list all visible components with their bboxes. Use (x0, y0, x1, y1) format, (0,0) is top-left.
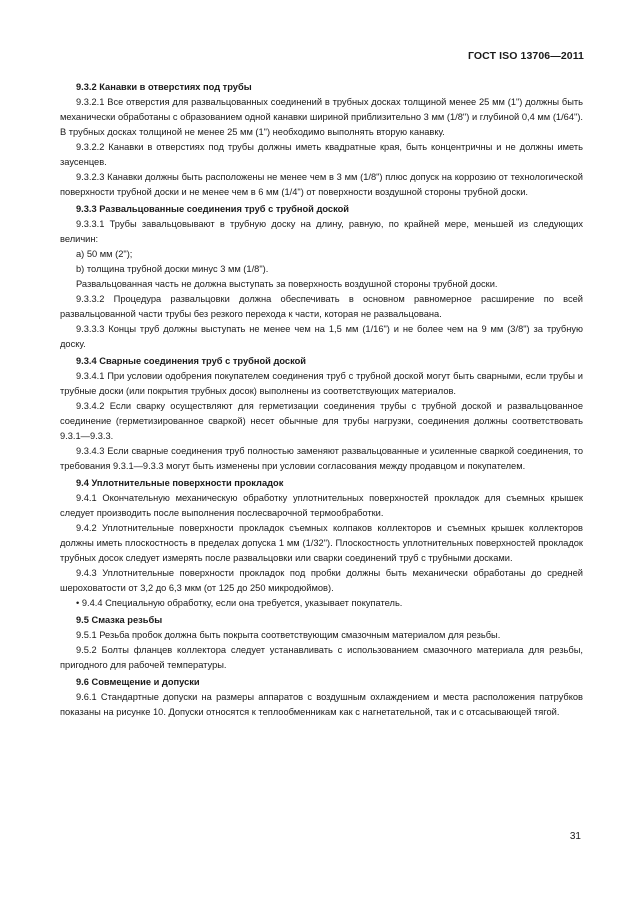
paragraph: 9.3.4.2 Если сварку осуществляют для герметизации соединения трубы с трубной доской и развальцованное соединение (герметизированное сваркой) несет обычные для трубы нагрузки, соединения должны соответствовать 9.3.1—9.3.3. (60, 401, 583, 441)
section-heading: 9.3.2 Канавки в отверстиях под трубы (76, 82, 252, 92)
paragraph: 9.6.1 Стандартные допуски на размеры аппаратов с воздушным охлаждением и места расположения патрубков показаны на рисунке 10. Допуски относятся к теплообменникам как с нагнетательной, так и с отсасывающей тягой. (60, 692, 583, 717)
paragraph: Развальцованная часть не должна выступать за поверхность воздушной стороны трубной доски. (76, 279, 498, 289)
list-item: b) толщина трубной доски минус 3 мм (1/8"). (76, 264, 269, 274)
paragraph: 9.5.2 Болты фланцев коллектора следует устанавливать с использованием смазочного материала для резьбы, пригодного для рабочей температуры. (60, 645, 583, 670)
section-heading: 9.5 Смазка резьбы (76, 615, 163, 625)
document-header: ГОСТ ISO 13706—2011 (467, 50, 584, 62)
section-heading: 9.6 Совмещение и допуски (76, 677, 200, 687)
section-heading: 9.4 Уплотнительные поверхности прокладок (76, 478, 284, 488)
paragraph: 9.3.3.3 Концы труб должны выступать не менее чем на 1,5 мм (1/16") и не более чем на 9 мм (3/8") за трубную доску. (60, 324, 583, 349)
paragraph: 9.3.4.3 Если сварные соединения труб полностью заменяют развальцованные и усиленные сваркой соединения, то требования 9.3.1—9.3.3 могут быть изменены при условии согласования между продавцом и покупателем. (60, 446, 583, 471)
paragraph: 9.4.1 Окончательную механическую обработку уплотнительных поверхностей прокладок для съемных крышек следует производить после выполнения послесварочной термообработки. (60, 493, 583, 518)
paragraph: 9.3.2.1 Все отверстия для развальцованных соединений в трубных досках толщиной менее 25 мм (1") должны быть механически обработаны с образованием одной канавки шириной приблизительно 3 мм (1/8") и глубиной 0,4 мм (1/64"). В трубных досках толщиной не менее 25 мм (1") необходимо выполнять вторую канавку. (60, 97, 583, 137)
document-body (60, 78, 583, 720)
paragraph: 9.3.4.1 При условии одобрения покупателем соединения труб с трубной доской могут быть сварными, если трубы и трубные доски (или покрытия трубных досок) выполнены из соответствующих материалов. (60, 371, 583, 396)
paragraph: 9.3.2.2 Канавки в отверстиях под трубы должны иметь квадратные края, быть концентричны и не должны иметь заусенцев. (60, 142, 583, 167)
section-heading: 9.3.3 Развальцованные соединения труб с трубной доской (76, 204, 349, 214)
paragraph: 9.4.3 Уплотнительные поверхности прокладок под пробки должны быть механически обработаны до средней шероховатости от 3,2 до 6,3 мкм (от 125 до 250 микродюймов). (60, 568, 583, 593)
paragraph: 9.4.2 Уплотнительные поверхности прокладок съемных колпаков коллекторов и съемных крышек коллекторов должны иметь плоскостность в пределах допуска 1 мм (1/32"). Плоскостность уплотнительных поверхностей прокладок трубных досок следует измерять после развальцовки или сварки соединений труб с трубными досками. (60, 523, 583, 563)
list-item: a) 50 мм (2"); (76, 249, 133, 259)
paragraph: 9.3.3.2 Процедура развальцовки должна обеспечивать в основном равномерное расширение по всей развальцованной части трубы без резкого перехода к части, которая не развальцована. (60, 294, 583, 319)
paragraph: • 9.4.4 Специальную обработку, если она требуется, указывает покупатель. (76, 598, 403, 608)
paragraph: 9.5.1 Резьба пробок должна быть покрыта соответствующим смазочным материалом для резьбы. (76, 630, 501, 640)
paragraph: 9.3.2.3 Канавки должны быть расположены не менее чем в 3 мм (1/8") плюс допуск на коррозию от технологической поверхности трубной доски и не менее чем в 6 мм (1/4") от поверхности воздушной стороны трубной доски. (60, 172, 583, 197)
paragraph: 9.3.3.1 Трубы завальцовывают в трубную доску на длину, равную, по крайней мере, меньшей из следующих величин: (60, 219, 583, 244)
page-number: 31 (569, 831, 581, 842)
section-heading: 9.3.4 Сварные соединения труб с трубной доской (76, 356, 307, 366)
